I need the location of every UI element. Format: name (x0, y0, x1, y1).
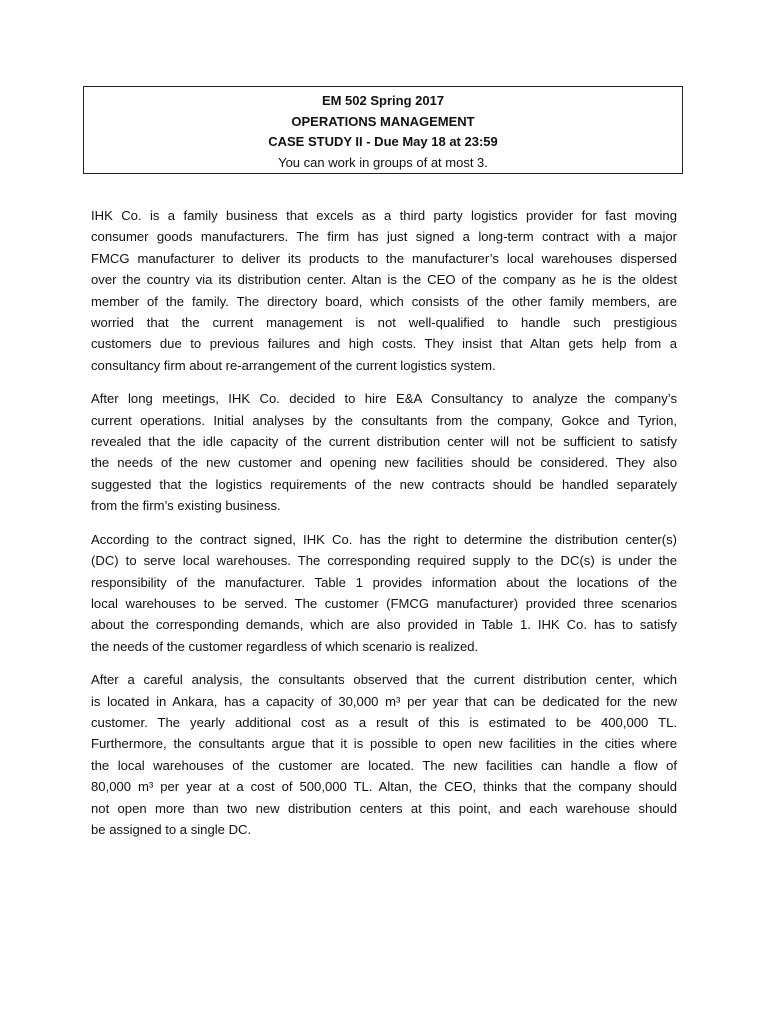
text-line: from the firm’s existing business. (91, 498, 281, 514)
text-line: about the corresponding demands, which are also provided in Table 1. IHK Co. has to satisfy (91, 617, 677, 633)
groups-note: You can work in groups of at most 3. (278, 154, 488, 170)
text-line: the local warehouses of the customer are located. The new facilities can handle a flow of (91, 757, 677, 773)
text-line: According to the contract signed, IHK Co. has the right to determine the distribution center(s) (91, 531, 677, 547)
text-line: not open more than two new distribution centers at this point, and each warehouse should (91, 800, 677, 816)
text-line: is located in Ankara, has a capacity of 30,000 m³ per year that can be dedicated for the new (91, 693, 677, 709)
text-line: suggested that the logistics requirements of the new contracts should be handled separately (91, 476, 677, 492)
text-line: current operations. Initial analyses by the consultants from the company, Gokce and Tyrion, (91, 412, 677, 428)
text-line: revealed that the idle capacity of the current distribution center will not be sufficient to satisfy (91, 434, 677, 450)
assignment-title: CASE STUDY II - Due May 18 at 23:59 (268, 134, 498, 149)
text-line: responsibility of the manufacturer. Table 1 provides information about the locations of the (91, 574, 677, 590)
text-line: be assigned to a single DC. (91, 821, 252, 837)
paragraph-analysis (91, 669, 677, 840)
text-line: customers due to previous failures and high costs. They insist that Altan gets help from a (91, 336, 677, 352)
text-line: FMCG manufacturer to deliver its products to the manufacturer’s local warehouses dispersed (91, 250, 677, 266)
text-line: consumer goods manufacturers. The firm has just signed a long-term contract with a major (91, 229, 677, 245)
text-line: 80,000 m³ per year at a cost of 500,000 TL. Altan, the CEO, thinks that the company should (91, 779, 677, 795)
paragraph-intro (91, 205, 677, 376)
text-line: member of the family. The directory board, which consists of the other family members, are (91, 293, 677, 309)
text-line: After a careful analysis, the consultants observed that the current distribution center, which (91, 672, 677, 688)
text-line: the needs of the customer regardless of which scenario is realized. (91, 638, 479, 654)
text-line: consultancy firm about re-arrangement of the current logistics system. (91, 357, 496, 373)
text-line: (DC) to serve local warehouses. The corresponding required supply to the DC(s) is under the (91, 553, 677, 569)
course-title: EM 502 Spring 2017 (321, 93, 445, 108)
subject-title: OPERATIONS MANAGEMENT (291, 113, 475, 129)
text-line: customer. The yearly additional cost as a result of this is estimated to be 400,000 TL. (91, 714, 677, 730)
text-line: worried that the current management is not well-qualified to handle such prestigious (91, 315, 677, 331)
paragraph-consultancy (91, 388, 677, 516)
text-line: IHK Co. is a family business that excels as a third party logistics provider for fast moving (91, 208, 677, 223)
text-line: Furthermore, the consultants argue that it is possible to open new facilities in the cities where (91, 736, 677, 752)
text-line: After long meetings, IHK Co. decided to hire E&A Consultancy to analyze the company’s (91, 391, 677, 407)
title-box (83, 86, 683, 174)
text-line: local warehouses to be served. The customer (FMCG manufacturer) provided three scenarios (91, 595, 677, 611)
case-body (91, 205, 677, 852)
paragraph-contract (91, 529, 677, 657)
text-line: the needs of the new customer and opening new facilities should be considered. They also (91, 455, 677, 471)
text-line: over the country via its distribution center. Altan is the CEO of the company as he is the oldest (91, 272, 677, 288)
